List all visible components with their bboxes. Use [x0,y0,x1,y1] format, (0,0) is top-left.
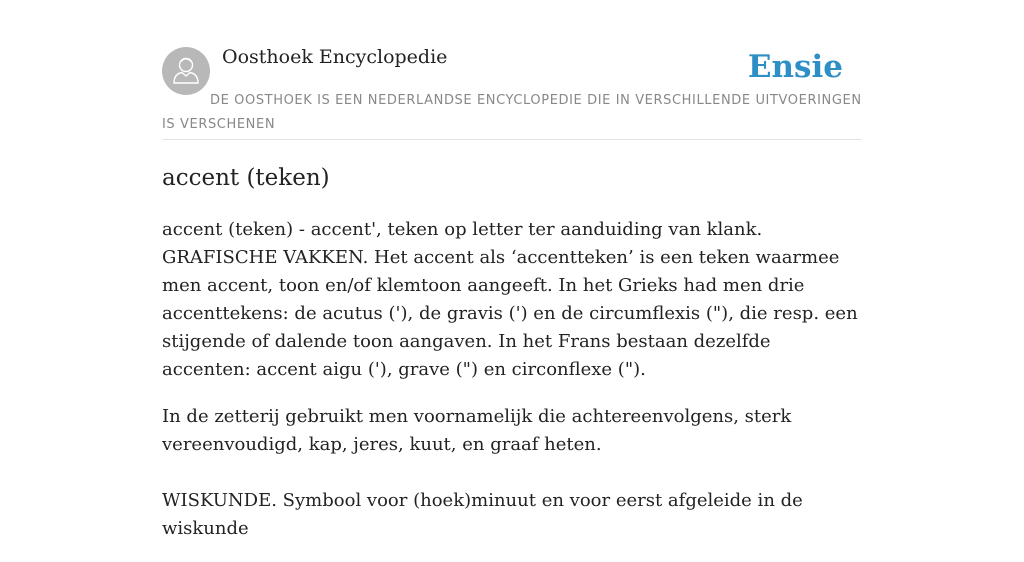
header [162,0,862,140]
page-container [162,0,862,539]
brand-logo-link[interactable]: Ensie [747,49,843,85]
site-subtitle: DE OOSTHOEK IS EEN NEDERLANDSE ENCYCLOPEDIE DIE IN VERSCHILLENDE UITVOERINGEN IS VERSCHENEN [162,93,862,132]
article-title: accent (teken) [162,165,330,191]
article-paragraph: In de zetterij gebruikt men voornamelijk die achtereenvolgens, sterk vereenvoudigd, kap, jeres, kuut, en graaf heten. [162,406,792,455]
article-paragraph: WISKUNDE. Symbool voor (hoek)minuut en voor eerst afgeleide in de wiskunde [162,490,803,539]
article-paragraph: accent (teken) - accent', teken op letter ter aanduiding van klank. GRAFISCHE VAKKEN. Het accent als ‘accentteken’ is een teken waarmee men accent, toon en/of klemtoon aangeeft. In het Grieks had men drie accenttekens: de acutus ('), de gravis (') en de circumflexis ("), die resp. een stijgende of dalende toon aangaven. In het Frans bestaan dezelfde accenten: accent aigu ('), grave (") en circonflexe ("). [162,219,858,380]
user-icon-graphic [162,47,210,95]
user-icon[interactable] [162,47,210,95]
site-title-link[interactable]: Oosthoek Encyclopedie [222,46,448,68]
article-body [162,216,862,562]
